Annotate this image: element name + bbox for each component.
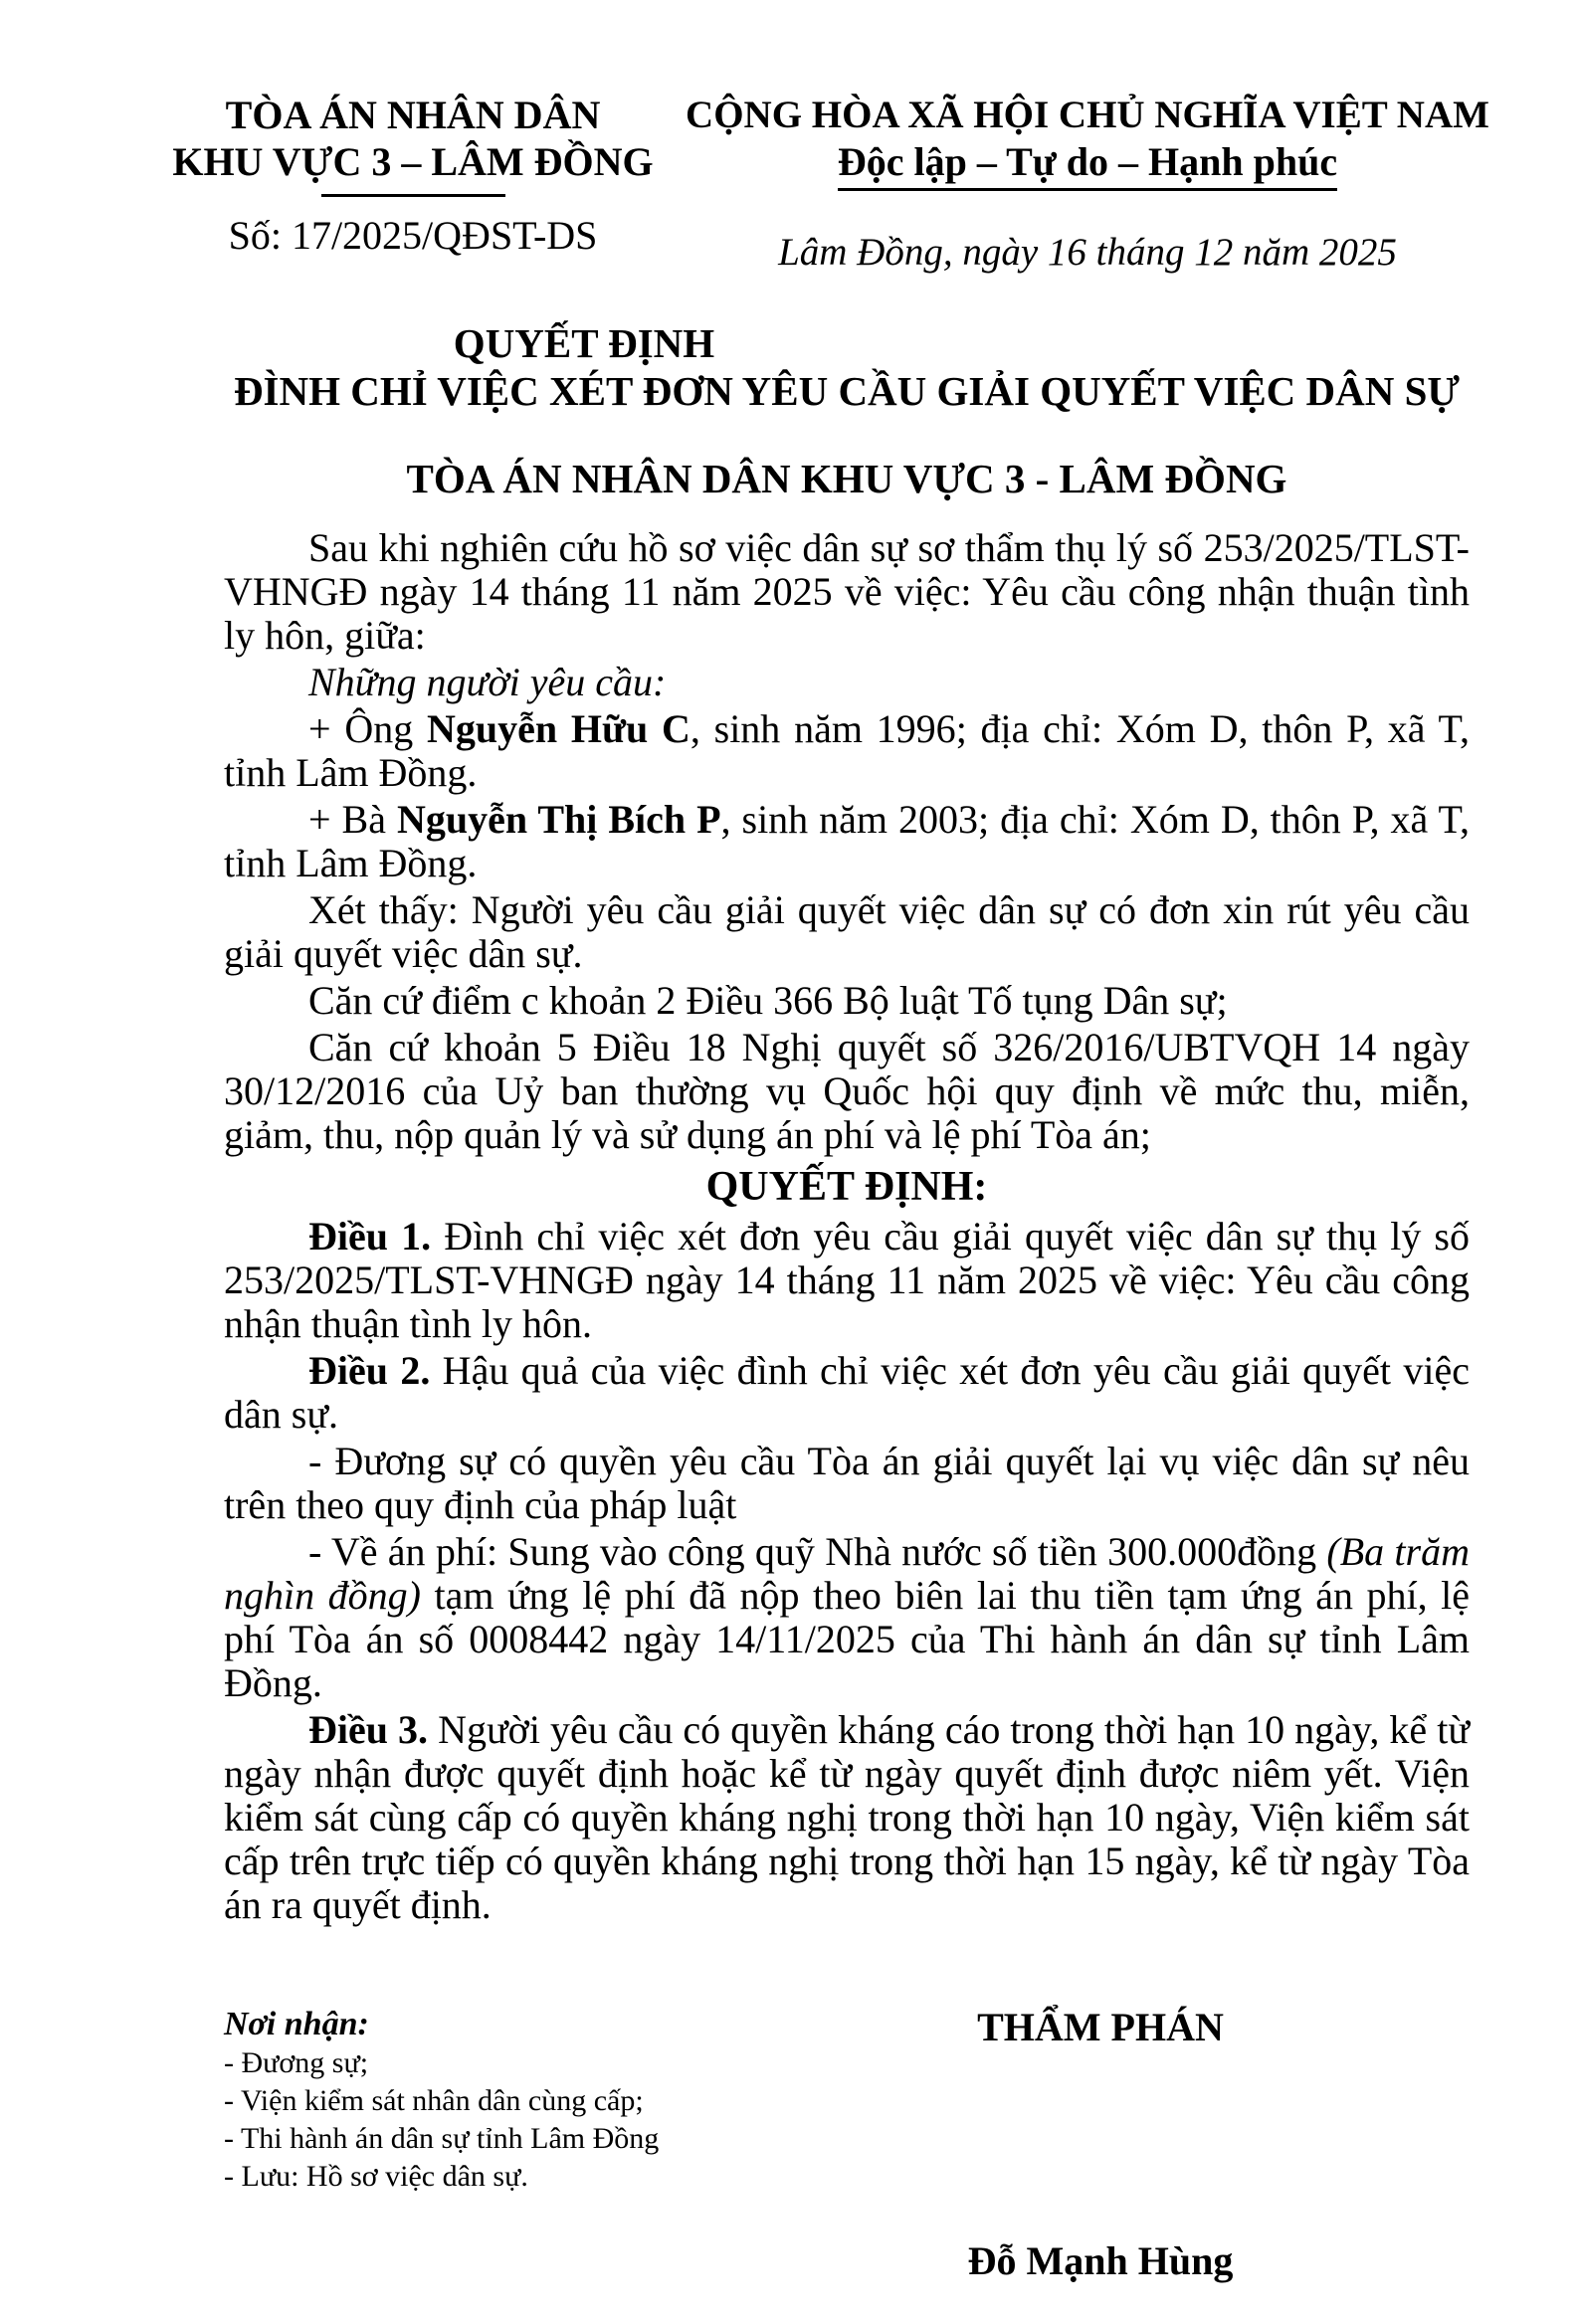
national-motto: Độc lập – Tự do – Hạnh phúc: [838, 138, 1337, 191]
decision-heading: QUYẾT ĐỊNH:: [705, 1164, 988, 1210]
claimant-1: [224, 707, 1470, 795]
article-2-item-1: - Đương sự có quyền yêu cầu Tòa án giải quyết lại vụ việc dân sự nêu trên theo quy định của pháp luật: [224, 1439, 1470, 1527]
fee-text-pre: - Về án phí: Sung vào công quỹ Nhà nước số tiền 300.000đồng: [308, 1529, 1327, 1574]
document-number: Số: 17/2025/QĐST-DS: [228, 213, 598, 258]
court-name-rule: [321, 194, 505, 197]
claimant-2: [224, 798, 1470, 885]
place-date-line: Lâm Đồng, ngày 16 tháng 12 năm 2025: [778, 231, 1397, 274]
decision-title: QUYẾT ĐỊNH: [453, 320, 715, 366]
claimant-2-details: , sinh năm 2003; địa chỉ: Xóm D, thôn P, xã T, tỉnh Lâm Đồng.: [224, 797, 1470, 885]
issuing-court-title: TÒA ÁN NHÂN DÂN KHU VỰC 3 - LÂM ĐỒNG: [406, 456, 1287, 501]
document-body: [224, 526, 1470, 1927]
recipient-item: - Thi hành án dân sự tỉnh Lâm Đồng: [224, 2122, 660, 2155]
national-title: CỘNG HÒA XÃ HỘI CHỦ NGHĨA VIỆT NAM: [686, 94, 1489, 136]
court-decision-document: [0, 92, 1578, 2324]
article-2-label: Điều 2.: [308, 1348, 431, 1393]
claimant-1-prefix: + Ông: [308, 706, 427, 751]
signer-title: THẨM PHÁN: [977, 2005, 1224, 2049]
claimant-1-details: , sinh năm 1996; địa chỉ: Xóm D, thôn P, xã T, tỉnh Lâm Đồng.: [224, 706, 1470, 795]
claimants-label: Những người yêu cầu:: [308, 660, 667, 704]
content-column: [224, 319, 1470, 1927]
signature-block: [781, 2005, 1470, 2284]
document-footer: [224, 2005, 1470, 2284]
legal-basis-2: Căn cứ khoản 5 Điều 18 Nghị quyết số 326/2016/UBTVQH 14 ngày 30/12/2016 của Uỷ ban thường vụ Quốc hội quy định về mức thu, miễn, giảm, thu, nộp quản lý và sử dụng án phí và lệ phí Tòa án;: [224, 1025, 1470, 1157]
signer-name: Đỗ Mạnh Hùng: [967, 2238, 1234, 2283]
recipients-label: Nơi nhận:: [224, 2006, 369, 2042]
article-3-text: Người yêu cầu có quyền kháng cáo trong thời hạn 10 ngày, kể từ ngày nhận được quyết định hoặc kể từ ngày quyết định được niêm yết. Viện kiểm sát cùng cấp có quyền kháng nghị trong thời hạn 10 ngày, Viện kiểm sát cấp trên trực tiếp có quyền kháng nghị trong thời hạn 15 ngày, kể từ ngày Tòa án ra quyết định.: [224, 1707, 1470, 1927]
article-3: [224, 1708, 1470, 1927]
article-2-item-2: [224, 1530, 1470, 1705]
decision-subtitle: ĐÌNH CHỈ VIỆC XÉT ĐƠN YÊU CẦU GIẢI QUYẾT VIỆC DÂN SỰ: [233, 368, 1461, 414]
article-2: [224, 1349, 1470, 1437]
legal-basis-1: Căn cứ điểm c khoản 2 Điều 366 Bộ luật Tố tụng Dân sự;: [308, 978, 1228, 1023]
recipients-block: [224, 2005, 781, 2284]
national-header-block: [677, 92, 1498, 276]
court-name-line1: TÒA ÁN NHÂN DÂN: [225, 93, 601, 137]
claimant-1-name: Nguyễn Hữu C: [426, 706, 690, 751]
article-2-text: Hậu quả của việc đình chỉ việc xét đơn yêu cầu giải quyết việc dân sự.: [224, 1348, 1471, 1437]
recipient-item: - Lưu: Hồ sơ việc dân sự.: [224, 2160, 528, 2193]
fee-amount-words: (Ba trăm nghìn đồng): [224, 1529, 1470, 1618]
recipient-item: - Viện kiểm sát nhân dân cùng cấp;: [224, 2084, 644, 2117]
article-3-label: Điều 3.: [308, 1707, 429, 1752]
article-1: [224, 1215, 1470, 1346]
recipient-item: - Đương sự;: [224, 2046, 369, 2079]
claimant-2-prefix: + Bà: [308, 797, 397, 842]
claimant-2-name: Nguyễn Thị Bích P: [396, 797, 721, 842]
court-name-line2: KHU VỰC 3 – LÂM ĐỒNG: [172, 139, 654, 184]
issuing-court-block: [149, 92, 677, 276]
title-block: [224, 319, 1470, 502]
article-1-label: Điều 1.: [308, 1214, 432, 1259]
document-header: [0, 92, 1578, 276]
intro-paragraph: Sau khi nghiên cứu hồ sơ việc dân sự sơ thẩm thụ lý số 253/2025/TLST-VHNGĐ ngày 14 tháng 11 năm 2025 về việc: Yêu cầu công nhận thuận tình ly hôn, giữa:: [224, 525, 1470, 658]
article-1-text: Đình chỉ việc xét đơn yêu cầu giải quyết việc dân sự thụ lý số 253/2025/TLST-VHNGĐ ngày 14 tháng 11 năm 2025 về việc: Yêu cầu công nhận thuận tình ly hôn.: [224, 1214, 1471, 1346]
finding-paragraph: Xét thấy: Người yêu cầu giải quyết việc dân sự có đơn xin rút yêu cầu giải quyết việc dân sự.: [224, 887, 1470, 976]
fee-text-post: tạm ứng lệ phí đã nộp theo biên lai thu tiền tạm ứng án phí, lệ phí Tòa án số 0008442 ngày 14/11/2025 của Thi hành án dân sự tỉnh Lâm Đồng.: [224, 1573, 1470, 1705]
